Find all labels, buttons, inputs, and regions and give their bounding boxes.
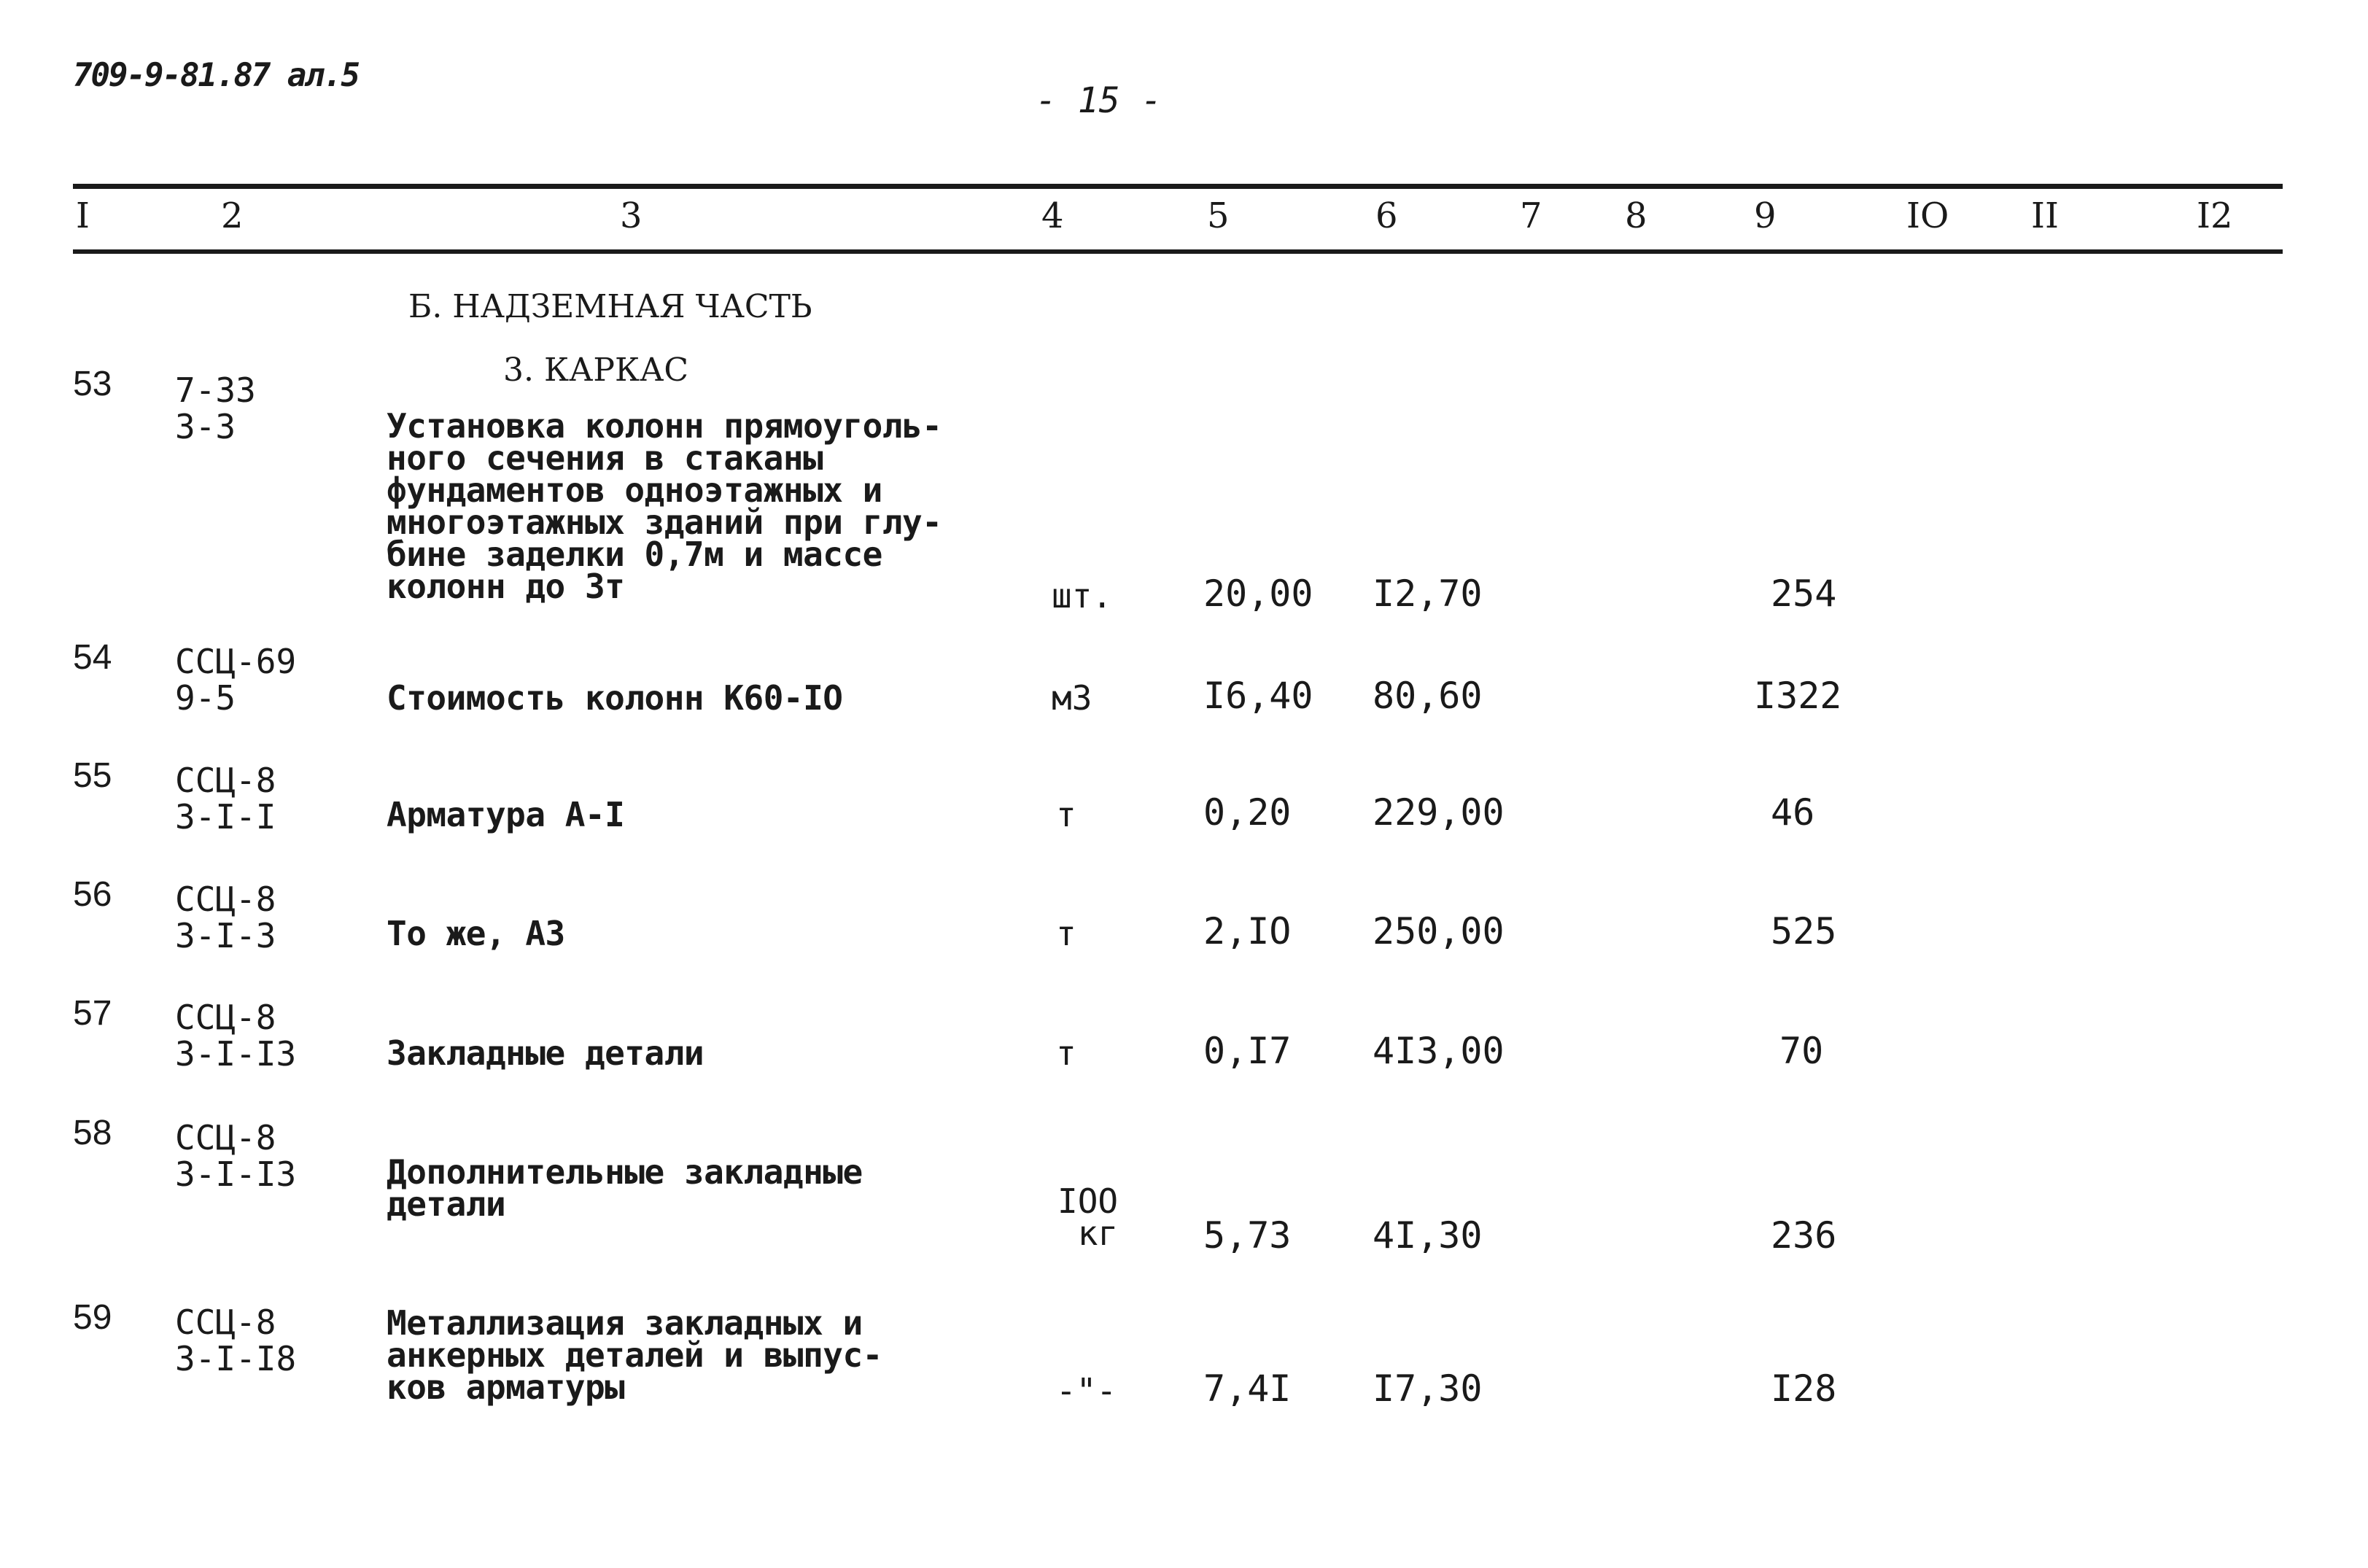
total-cost: 70 bbox=[1779, 1030, 1824, 1072]
unit: шт. bbox=[1052, 576, 1113, 616]
rate-code: 7-33 3-3 bbox=[175, 370, 256, 446]
rate-code: ССЦ-8 3-I-I8 bbox=[175, 1303, 297, 1378]
row-number: 55 bbox=[73, 756, 112, 795]
total-cost: 46 bbox=[1771, 791, 1815, 834]
table-top-rule bbox=[73, 184, 2283, 189]
column-number: 5 bbox=[1207, 195, 1230, 236]
total-cost: I28 bbox=[1771, 1367, 1837, 1410]
column-number: 3 bbox=[620, 195, 643, 236]
column-number: I bbox=[76, 195, 90, 236]
column-number: I2 bbox=[2197, 195, 2233, 236]
row-number: 57 bbox=[73, 994, 112, 1033]
quantity: 20,00 bbox=[1203, 573, 1313, 615]
unit-price: I2,70 bbox=[1373, 573, 1483, 615]
quantity: I6,40 bbox=[1203, 675, 1313, 717]
table-header-rule bbox=[73, 249, 2283, 254]
column-number: 9 bbox=[1754, 195, 1777, 236]
total-cost: 254 bbox=[1771, 573, 1837, 615]
total-cost: I322 bbox=[1754, 675, 1842, 717]
column-number: 7 bbox=[1520, 195, 1542, 236]
row-number: 58 bbox=[73, 1114, 112, 1152]
quantity: 7,4I bbox=[1203, 1367, 1292, 1410]
unit-price: I7,30 bbox=[1373, 1367, 1483, 1410]
unit: м3 bbox=[1052, 678, 1092, 718]
rate-code: ССЦ-8 3-I-3 bbox=[175, 880, 276, 955]
row-number: 59 bbox=[73, 1298, 112, 1337]
unit-price: 4I,30 bbox=[1373, 1214, 1483, 1257]
row-number: 53 bbox=[73, 365, 112, 403]
section-title: Б. НАДЗЕМНАЯ ЧАСТЬ bbox=[408, 288, 812, 325]
work-description: Арматура А-I bbox=[387, 795, 625, 834]
quantity: 0,I7 bbox=[1203, 1030, 1292, 1072]
row-number: 56 bbox=[73, 875, 112, 914]
unit: IOO кг bbox=[1057, 1181, 1119, 1253]
work-description: Стоимость колонн К60-IO bbox=[387, 678, 843, 718]
column-number: II bbox=[2031, 195, 2059, 236]
unit-price: 80,60 bbox=[1373, 675, 1483, 717]
quantity: 2,IO bbox=[1203, 910, 1292, 952]
total-cost: 236 bbox=[1771, 1214, 1837, 1257]
unit: -"- bbox=[1056, 1371, 1117, 1410]
work-description: Закладные детали bbox=[387, 1033, 704, 1073]
unit: т bbox=[1056, 914, 1076, 953]
quantity: 0,20 bbox=[1203, 791, 1292, 834]
unit-price: 250,00 bbox=[1373, 910, 1505, 952]
document-code: 709-9-81.87 ал.5 bbox=[73, 57, 359, 94]
column-number: 4 bbox=[1041, 195, 1064, 236]
column-number: 6 bbox=[1375, 195, 1398, 236]
unit: т bbox=[1056, 795, 1076, 834]
work-description: Дополнительные закладные детали bbox=[387, 1152, 863, 1224]
rate-code: ССЦ-8 3-I-I bbox=[175, 761, 276, 837]
page-number: - 15 - bbox=[1036, 80, 1162, 121]
unit-price: 4I3,00 bbox=[1373, 1030, 1505, 1072]
rate-code: ССЦ-8 3-I-I3 bbox=[175, 1118, 297, 1194]
column-number: 8 bbox=[1625, 195, 1647, 236]
work-description: Металлизация закладных и анкерных деталей и выпус- ков арматуры bbox=[387, 1303, 882, 1407]
rate-code: ССЦ-8 3-I-I3 bbox=[175, 998, 297, 1074]
subsection-title: 3. КАРКАС bbox=[503, 352, 688, 389]
column-number: 2 bbox=[221, 195, 244, 236]
rate-code: ССЦ-69 9-5 bbox=[175, 642, 297, 718]
work-description: Установка колонн прямоуголь- ного сечения в стаканы фундаментов одноэтажных и многоэтажных зданий при глу- бине заделки 0,7м и массе колонн до 3т bbox=[387, 406, 942, 606]
quantity: 5,73 bbox=[1203, 1214, 1292, 1257]
unit: т bbox=[1056, 1033, 1076, 1073]
column-number: IO bbox=[1906, 195, 1949, 236]
total-cost: 525 bbox=[1771, 910, 1837, 952]
row-number: 54 bbox=[73, 638, 112, 677]
work-description: То же, А3 bbox=[387, 914, 565, 953]
unit-price: 229,00 bbox=[1373, 791, 1505, 834]
